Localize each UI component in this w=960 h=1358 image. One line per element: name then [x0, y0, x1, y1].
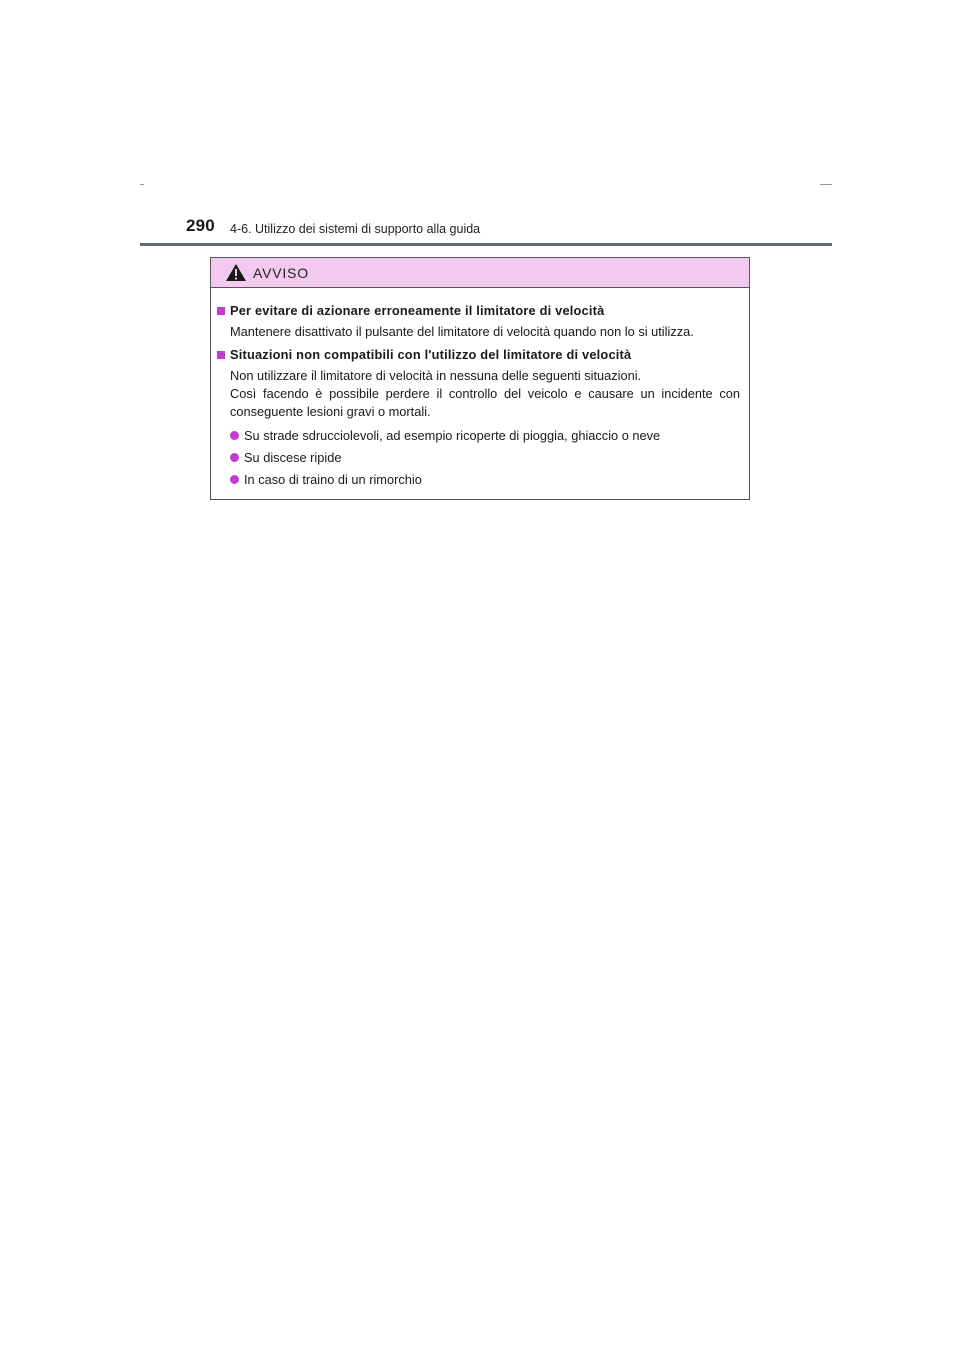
dot-bullet-icon: [230, 431, 239, 440]
square-bullet-icon: [217, 351, 225, 359]
warning-section: [217, 346, 740, 489]
square-bullet-icon: [217, 307, 225, 315]
section-heading: Per evitare di azionare erroneamente il limitatore di velocità: [230, 303, 605, 318]
warning-header: [211, 258, 749, 288]
crop-mark-left: [140, 184, 144, 185]
warning-section: [217, 302, 740, 341]
list-item-text: Su strade sdrucciolevoli, ad esempio ricoperte di pioggia, ghiaccio o neve: [244, 428, 661, 443]
section-title: 4-6. Utilizzo dei sistemi di supporto alla guida: [230, 222, 481, 236]
warning-box: [210, 257, 750, 500]
warning-title: AVVISO: [253, 264, 309, 281]
list-item: [230, 471, 740, 489]
section-paragraph: Mantenere disattivato il pulsante del limitatore di velocità quando non lo si utilizza.: [230, 324, 694, 339]
list-item: [230, 427, 740, 445]
list-item: [230, 449, 740, 467]
list-item-text: Su discese ripide: [244, 450, 342, 465]
header-rule: [140, 243, 832, 246]
crop-mark-right: [820, 184, 832, 185]
section-heading: Situazioni non compatibili con l'utilizzo del limitatore di velocità: [230, 347, 632, 362]
dot-bullet-icon: [230, 475, 239, 484]
list-item-text: In caso di traino di un rimorchio: [244, 472, 422, 487]
section-heading-row: [217, 346, 740, 364]
page-number: 290: [186, 216, 215, 235]
warning-body: [211, 288, 749, 489]
dot-bullet-icon: [230, 453, 239, 462]
section-paragraph: Non utilizzare il limitatore di velocità in nessuna delle seguenti situazioni.: [230, 368, 642, 383]
section-paragraph: Così facendo è possibile perdere il controllo del veicolo e causare un incidente con conseguente lesioni gravi o mortali.: [230, 386, 740, 419]
section-heading-row: [217, 302, 740, 320]
warning-triangle-icon: [225, 263, 247, 282]
